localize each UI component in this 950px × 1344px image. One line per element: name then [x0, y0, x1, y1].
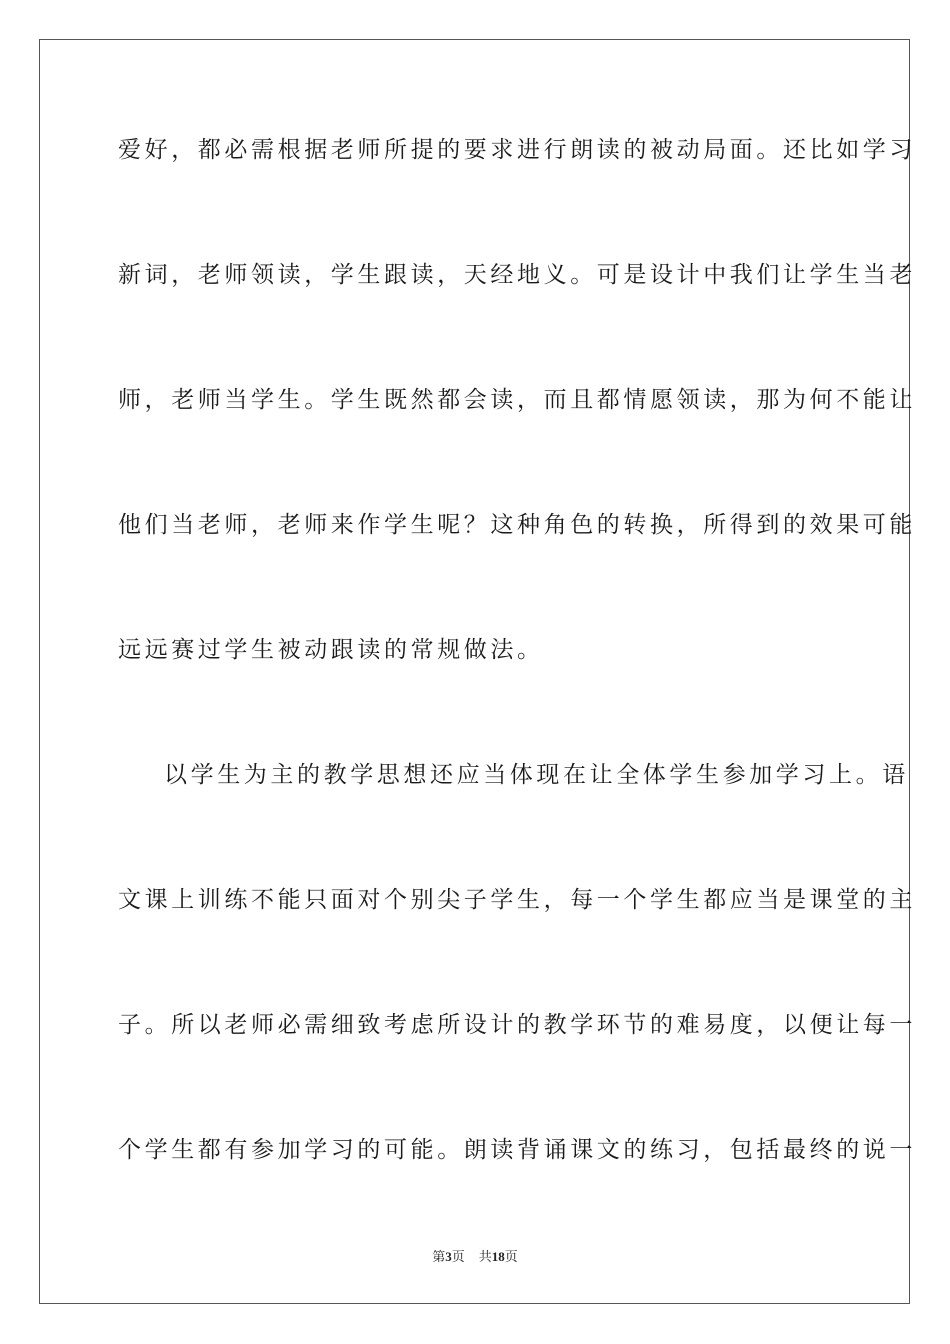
text-line: 他们当老师，老师来作学生呢？这种角色的转换，所得到的效果可能	[118, 512, 916, 538]
page-number: 3	[445, 1249, 452, 1264]
page-suffix: 页	[451, 1249, 465, 1264]
paragraph-first-line: 以学生为主的教学思想还应当体现在让全体学生参加学习上。语	[164, 762, 909, 788]
page-footer	[0, 1248, 950, 1266]
page-border	[39, 39, 916, 1304]
text-line: 远远赛过学生被动跟读的常规做法。	[118, 637, 544, 663]
text-line: 师，老师当学生。学生既然都会读，而且都情愿领读，那为何不能让	[118, 387, 916, 413]
text-line: 新词，老师领读，学生跟读，天经地义。可是设计中我们让学生当老	[118, 262, 916, 288]
text-line: 子。所以老师必需细致考虑所设计的教学环节的难易度，以便让每一	[118, 1012, 916, 1038]
text-line: 文课上训练不能只面对个别尖子学生，每一个学生都应当是课堂的主	[118, 887, 916, 913]
total-pages: 18	[491, 1249, 505, 1264]
text-line: 个学生都有参加学习的可能。朗读背诵课文的练习，包括最终的说一	[118, 1137, 916, 1163]
page-prefix: 第	[432, 1249, 446, 1264]
total-suffix: 页	[504, 1249, 518, 1264]
total-prefix: 共	[478, 1249, 492, 1264]
text-line: 爱好，都必需根据老师所提的要求进行朗读的被动局面。还比如学习	[118, 137, 916, 163]
